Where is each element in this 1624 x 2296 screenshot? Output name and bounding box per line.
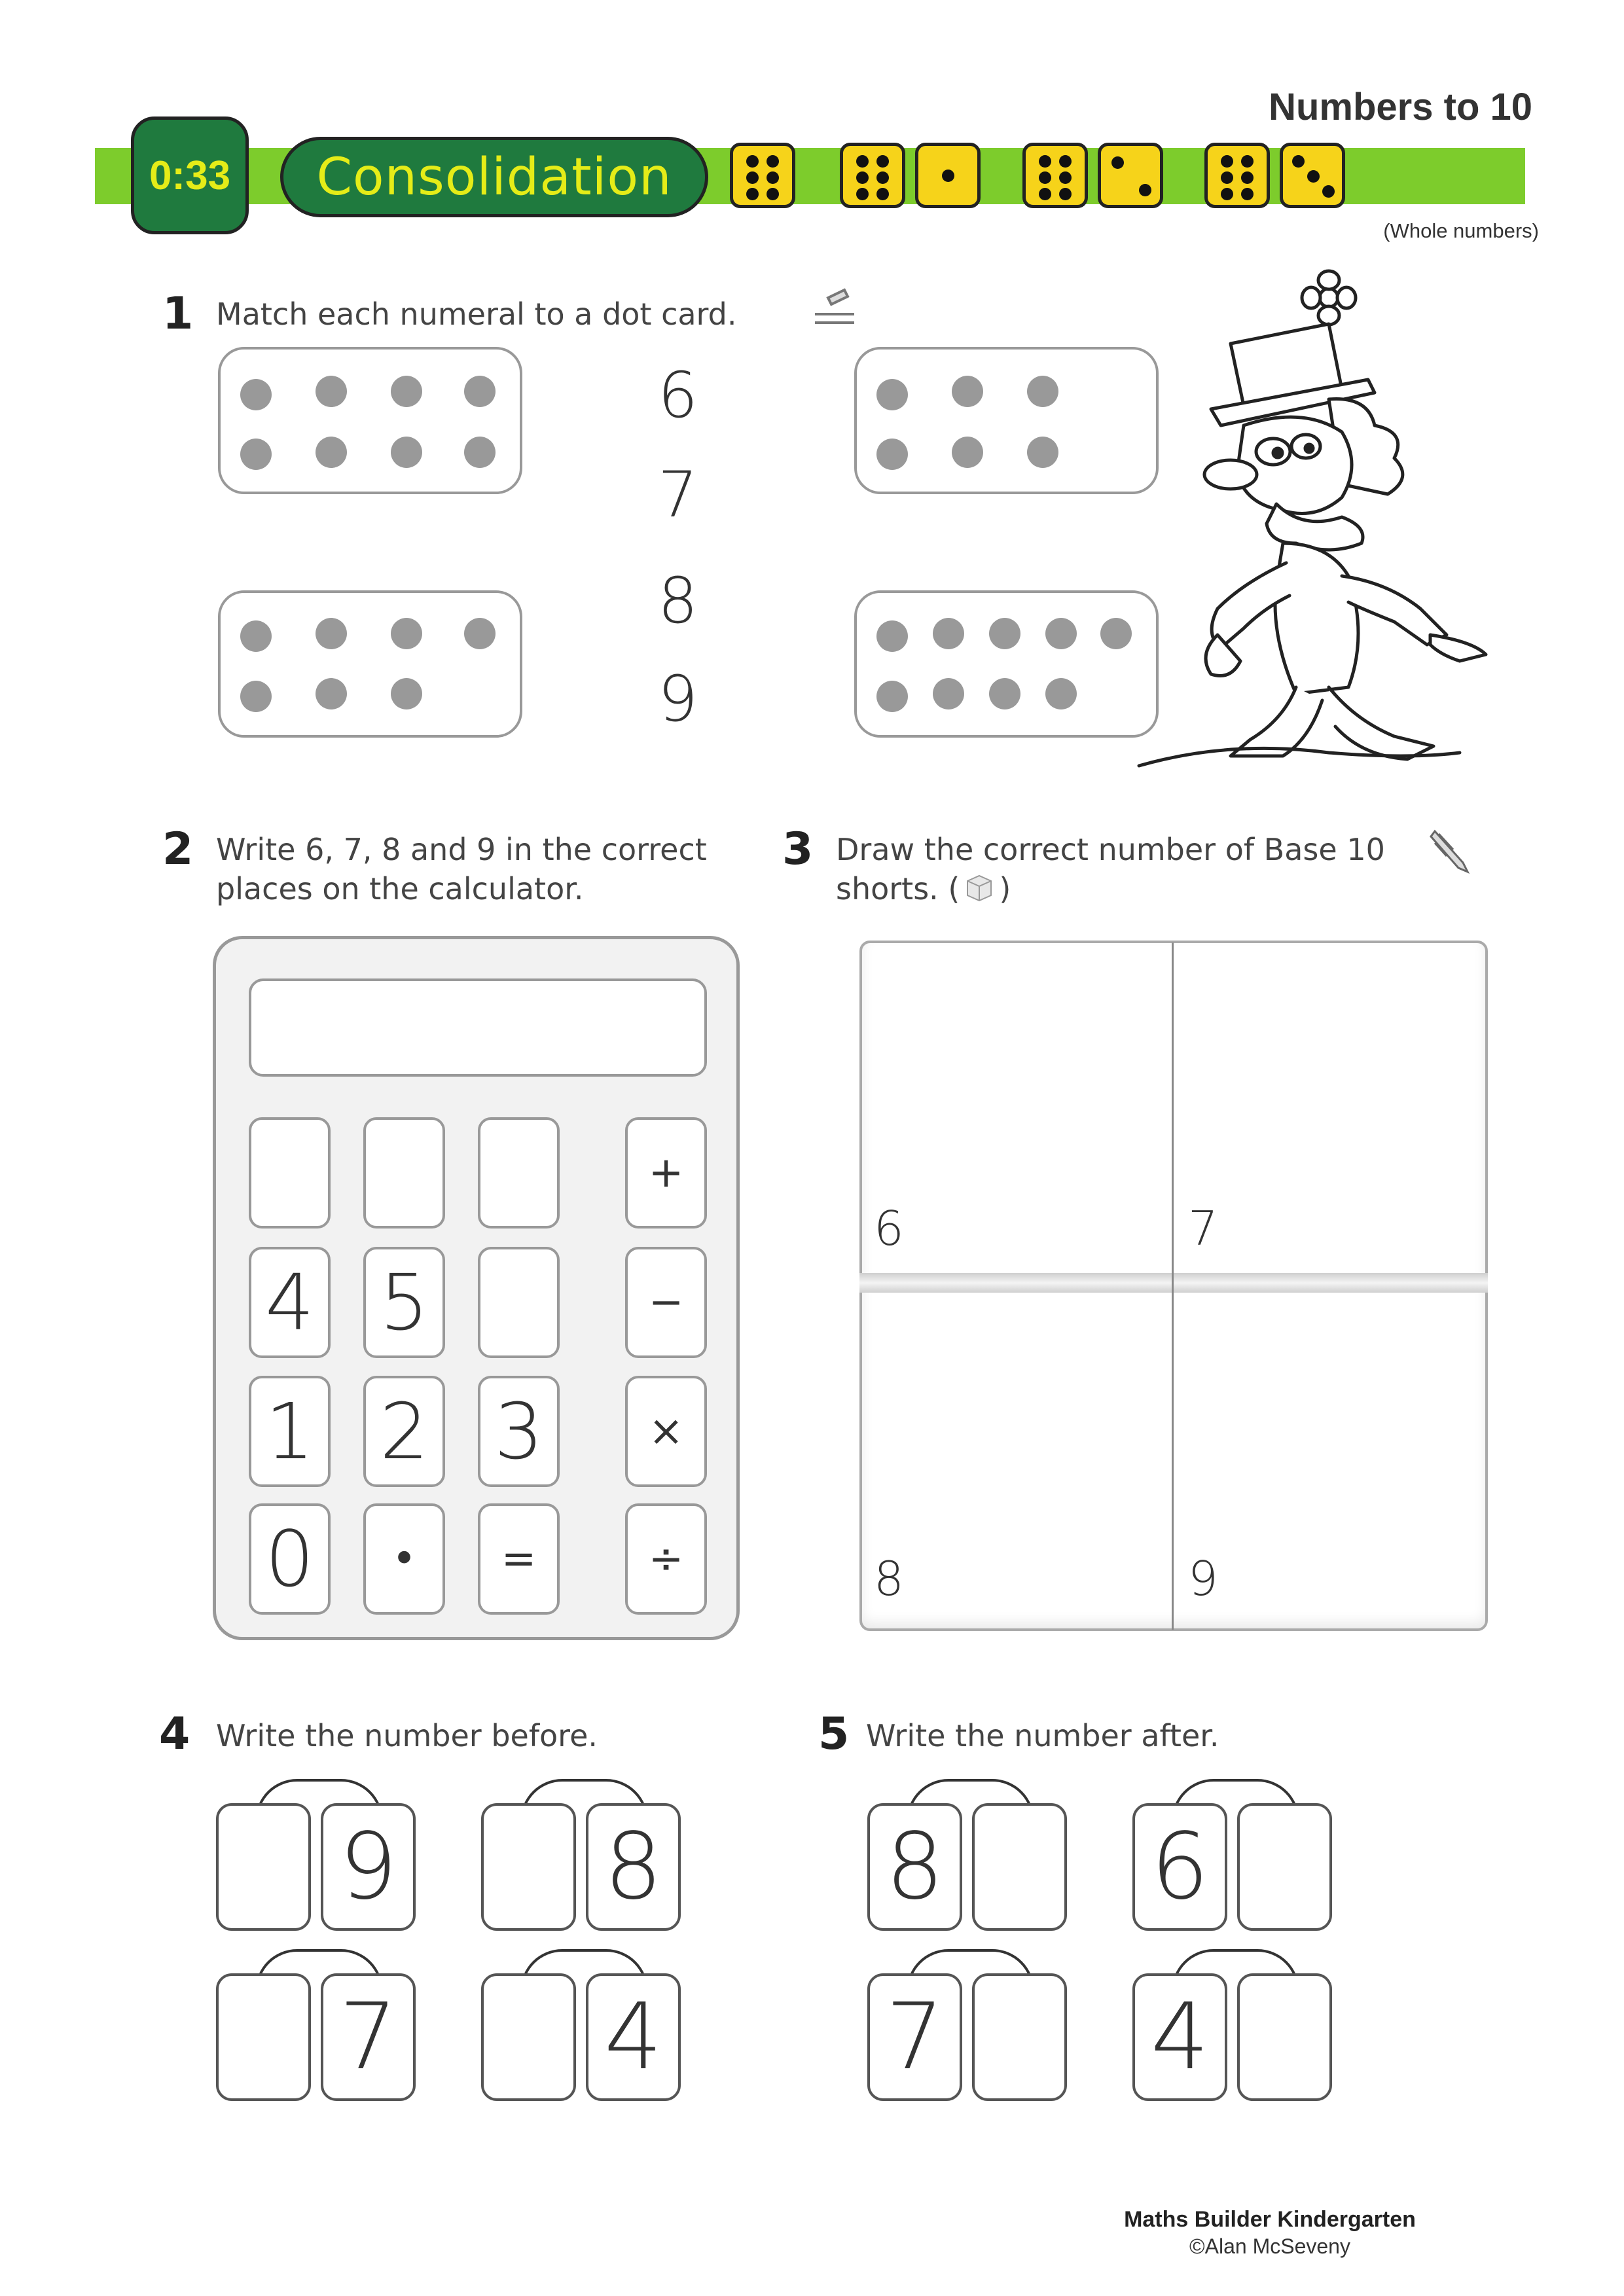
given-number-box: 7 — [321, 1973, 416, 2101]
question-3-text-line1: Draw the correct number of Base 10 — [836, 832, 1385, 867]
dot-card-9 — [854, 590, 1159, 738]
given-number-box: 4 — [1132, 1973, 1227, 2101]
answer-box-before-2[interactable] — [481, 1803, 576, 1931]
given-number-box: 8 — [867, 1803, 962, 1931]
numeral-6: 6 — [658, 359, 698, 432]
dice-1-icon — [915, 143, 981, 208]
calculator-key-multiply[interactable]: × — [625, 1376, 707, 1487]
answer-box-before-3[interactable] — [216, 1973, 311, 2101]
topic-title: Numbers to 10 — [1269, 86, 1532, 128]
base-ten-grid-vertical-line — [1172, 942, 1174, 1630]
drawing-lines-icon — [808, 285, 861, 331]
base-ten-label-8: 8 — [874, 1551, 904, 1606]
question-3-text-line2 — [836, 869, 1011, 908]
answer-box-before-4[interactable] — [481, 1973, 576, 2101]
question-1-number: 1 — [162, 288, 194, 340]
question-5-text: Write the number after. — [866, 1718, 1219, 1753]
base-ten-label-6: 6 — [874, 1201, 904, 1256]
answer-box-after-3[interactable] — [972, 1973, 1067, 2101]
dot-card-6 — [854, 347, 1159, 494]
calculator-key-1[interactable]: 1 — [249, 1376, 331, 1487]
dice-6-icon — [730, 143, 795, 208]
cartoon-man-illustration — [1132, 268, 1519, 779]
dice-2-icon — [1098, 143, 1163, 208]
base-ten-grid-divider — [859, 1273, 1488, 1293]
given-number-box: 4 — [586, 1973, 681, 2101]
dice-6-icon — [1204, 143, 1270, 208]
calculator-key-4[interactable]: 4 — [249, 1247, 331, 1358]
numeral-9: 9 — [658, 662, 698, 736]
question-3-number: 3 — [782, 823, 814, 875]
footer-book-title: Maths Builder Kindergarten — [1124, 2207, 1416, 2232]
lesson-title: Consolidation — [316, 147, 672, 207]
question-3-text-line2-end: ) — [999, 871, 1011, 906]
calculator-key-blank-3[interactable] — [478, 1117, 560, 1229]
calculator-key-blank-4[interactable] — [478, 1247, 560, 1358]
question-4-text: Write the number before. — [216, 1718, 598, 1753]
dot-card-8 — [218, 347, 522, 494]
pencil-icon — [1427, 823, 1473, 876]
question-2-number: 2 — [162, 823, 194, 875]
calculator-key-decimal[interactable]: • — [363, 1503, 445, 1615]
question-2-text-line1: Write 6, 7, 8 and 9 in the correct — [216, 832, 707, 867]
question-4-number: 4 — [159, 1708, 190, 1760]
calculator-key-blank-2[interactable] — [363, 1117, 445, 1229]
base-ten-label-7: 7 — [1188, 1201, 1218, 1256]
calculator-key-3[interactable]: 3 — [478, 1376, 560, 1487]
calculator-key-5[interactable]: 5 — [363, 1247, 445, 1358]
dice-6-icon — [840, 143, 905, 208]
calculator-key-minus[interactable]: − — [625, 1247, 707, 1358]
dice-6-icon — [1022, 143, 1088, 208]
lesson-title-pill — [280, 137, 708, 217]
numeral-7: 7 — [658, 458, 698, 531]
base-ten-label-9: 9 — [1188, 1551, 1218, 1606]
calculator-key-blank-1[interactable] — [249, 1117, 331, 1229]
given-number-box: 9 — [321, 1803, 416, 1931]
question-5-number: 5 — [818, 1708, 850, 1760]
lesson-code-badge — [131, 117, 249, 234]
answer-box-after-2[interactable] — [1237, 1803, 1332, 1931]
topic-subtitle: (Whole numbers) — [1383, 219, 1539, 242]
calculator-key-0[interactable]: 0 — [249, 1503, 331, 1615]
calculator-screen — [249, 978, 707, 1077]
given-number-box: 6 — [1132, 1803, 1227, 1931]
question-2-text-line2: places on the calculator. — [216, 871, 584, 906]
numeral-8: 8 — [658, 564, 698, 637]
calculator-key-equals[interactable]: = — [478, 1503, 560, 1615]
question-1-text: Match each numeral to a dot card. — [216, 296, 737, 332]
given-number-box: 8 — [586, 1803, 681, 1931]
calculator-key-2[interactable]: 2 — [363, 1376, 445, 1487]
calculator-key-divide[interactable]: ÷ — [625, 1503, 707, 1615]
dice-3-icon — [1280, 143, 1345, 208]
dot-card-7 — [218, 590, 522, 738]
answer-box-after-1[interactable] — [972, 1803, 1067, 1931]
base-ten-cube-icon — [962, 872, 996, 901]
question-3-text-line2-start: shorts. ( — [836, 871, 960, 906]
answer-box-before-1[interactable] — [216, 1803, 311, 1931]
calculator-key-plus[interactable]: + — [625, 1117, 707, 1229]
lesson-code: 0:33 — [149, 152, 231, 198]
footer-copyright: ©Alan McSeveny — [1189, 2234, 1350, 2258]
given-number-box: 7 — [867, 1973, 962, 2101]
answer-box-after-4[interactable] — [1237, 1973, 1332, 2101]
